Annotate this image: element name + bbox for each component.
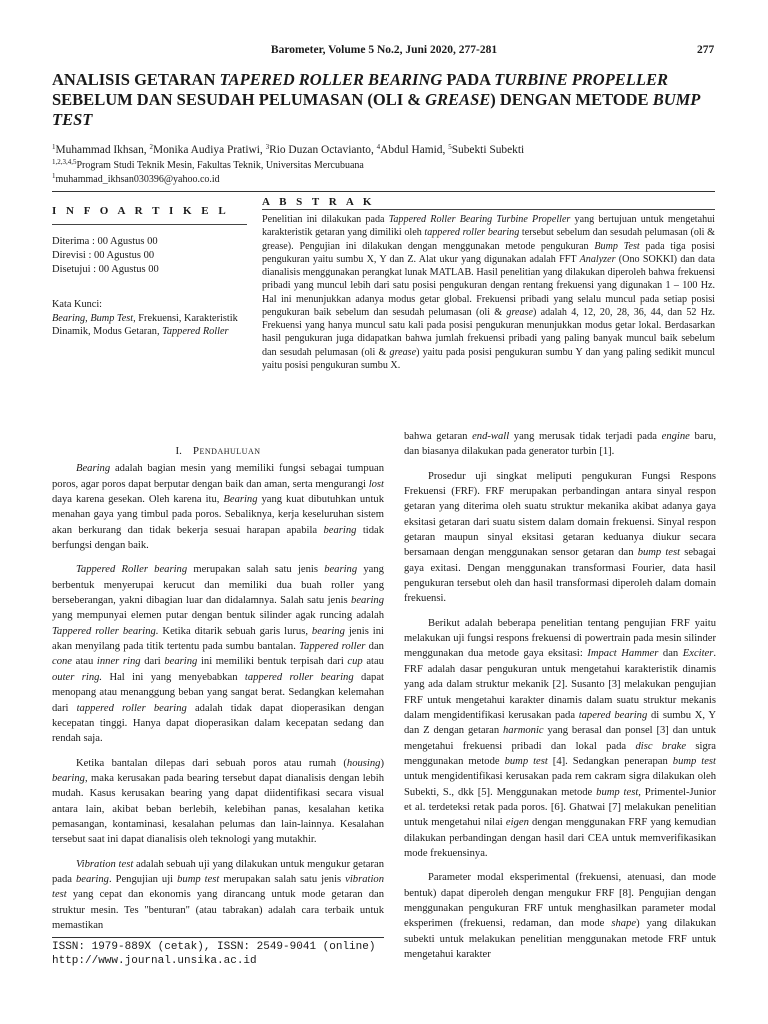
issn: ISSN: 1979-889X (cetak), ISSN: 2549-9041 (online) xyxy=(52,941,376,953)
author-email: $^1$muhammad_ikhsan030396@yahoo.co.id xyxy=(52,172,220,185)
paper-title: ANALISIS GETARAN TAPERED ROLLER BEARING PADA TURBINE PROPELLER SEBELUM DAN SESUDAH PELUMASAN (OLI & GREASE) DENGAN METODE BUMP TEST xyxy=(52,70,700,129)
paragraph: Prosedur uji singkat meliputi pengukuran Fungsi Respons Frekuensi (FRF). FRF merupakan perbandingan antara sinyal respon getaran yang diterima oleh suatu struktur mekanika akibat adanya gaya eksitasi getaran dari suatu sistem dalam domain frekuensi. Sinyal respon getaran maupun sinyal eksitasi getaran keduanya diukur secara bersamaan dengan menggunakan sensor getaran dan bump test sebagai gaya exitasi. Dengan menggunakan transformasi Fourier, data hasil pengukuran tersebut oleh dan hasil transformasi diperoleh dalam domain frekuensi. xyxy=(404,470,716,605)
paragraph: Parameter modal eksperimental (frekuensi, atenuasi, dan mode bentuk) dapat diperoleh dengan mengukur FRF [8]. Pengujian dengan menggunakan pengukuran FRF untuk menghasilkan parameter modal eksperimen (frekuensi, redaman, dan mode shape) yang dilakukan subekti untuk melakukan penelitian menggunakan metode FRF untuk mengetahui karakter xyxy=(404,872,716,960)
article-info-heading: I N F O A R T I K E L xyxy=(52,205,230,217)
footer xyxy=(52,940,375,968)
keywords-label: Kata Kunci: xyxy=(52,299,103,310)
page-number: 277 xyxy=(697,44,715,56)
paragraph: bahwa getaran end-wall yang merusak tidak terjadi pada engine baru, dan biasanya dilakukan pada generator turbin [1]. xyxy=(404,431,716,458)
revised-date: Direvisi : 00 Agustus 00 xyxy=(52,250,155,261)
journal-citation: Barometer, Volume 5 No.2, Juni 2020, 277-281 xyxy=(270,44,498,56)
article-info-divider xyxy=(52,224,247,225)
received-date: Diterima : 00 Agustus 00 xyxy=(52,236,158,247)
paragraph: Tappered Roller bearing merupakan salah satu jenis bearing yang berbentuk menyerupai kerucut dan memiliki dua buah roller yang berseberangan, yakni dibagian luar dan didalamnya. Salah satu jenis bearing yang mempunyai elemen putar dengan bentuk silinder agak runcing adalah Tappered roller bearing. Ketika ditarik sebuah garis lurus, bearing jenis ini akan menyilang pada titik tertentu pada sumbu bantalan. Tappered roller dan cone atau inner ring dari bearing ini memiliki bentuk terpisah dari cup atau outer ring. Hal ini yang menyebabkan tappered roller bearing dapat menopang atau menanggung beban yang sangat berat. Sedangkan kelemahan dari tappered roller bearing adalah tidak dapat dioperasikan dengan kecepatan tinggi. Hanya dapat dioperasikan dalam kecepatan sedang dan rendah saja. xyxy=(52,564,384,745)
abstract-heading: A B S T R A K xyxy=(262,196,375,208)
body-column-right xyxy=(404,429,716,971)
body-column-left xyxy=(52,444,384,942)
abstract-divider xyxy=(262,209,715,210)
paragraph: Berikut adalah beberapa penelitian tentang pengujian FRF yaitu melakukan uji fungsi respons frekuensi di powertrain pada mesin silinder menggunakan dua metode gaya eksitasi: Impact Hammer dan Exciter. FRF adalah dasar pengukuran untuk mengetahui karakteristik dinamis yang ada dalam struktur mekanik [2]. Susanto [3] melakukan pengujian FRF untuk mengetahui karakter dinamis dalam suatu struktur mekanis dalam mengidentifikasi kerusakan pada tapered bearing di sumbu X, Y dan Z dengan getaran harmonic yang berasal dan ponsel [3] dan untuk mengetahui frekuensi pribadi dan lokal pada disc brake sigra menggunakan metode bump test [4]. Sedangkan penerapan bump test untuk mengidentifikasi kerusakan pada rem cakram sigra dilakukan oleh Subekti, S., dkk [5]. Menggunakan metode bump test, Primentel-Junior et al. terdeteksi retak pada poros. [6]. Ghatwai [7] melakukan penelitian untuk mengetahui nilai eigen dengan menggunakan FRF yang kemudian dilakukan perbandingan dengan hasil dari CEA untuk memverifikasikan mode frekuensinya. xyxy=(404,617,717,859)
paragraph: Vibration test adalah sebuah uji yang dilakukan untuk mengukur getaran pada bearing. Pengujian uji bump test merupakan salah satu jenis vibration test yang cepat dan ekonomis yang dirancang untuk mode getaran dan struktur mesin. Tes "benturan" (atau tabrakan) adalah cara terbaik untuk memastikan xyxy=(52,858,385,931)
author-list: $^1$Muhammad Ikhsan, $^2$Monika Audiya Pratiwi, $^3$Rio Duzan Octavianto, $^4$Abdul Hamid, $^5$Subekti Subekti xyxy=(52,143,525,156)
section-heading: I. Pendahuluan xyxy=(175,445,261,457)
affiliation: $^{1,2,3,4,5}$Program Studi Teknik Mesin, Fakultas Teknik, Universitas Mercubuana xyxy=(52,158,364,171)
keywords-list: Bearing, Bump Test, Frekuensi, Karakteristik Dinamik, Modus Getaran, Tappered Roller xyxy=(52,312,238,337)
accepted-date: Disetujui : 00 Agustus 00 xyxy=(52,264,159,275)
paragraph: Ketika bantalan dilepas dari sebuah poros atau rumah (housing) bearing, maka kerusakan pada bearing tersebut dapat dianalisis dengan lebih mudah. Kasus kerusakan bearing yang dapat diidentifikasi secara visual antara lain, akibat beban berlebih, kelebihan panas, kesalahan ketika pemasangan, kontaminasi, kesalahan pelumas dan lain-lainnya. Kesalahan tersebut saat ini dapat dianalisis oleh teknologi yang mutakhir. xyxy=(52,757,384,846)
journal-url: http://www.journal.unsika.ac.id xyxy=(52,955,257,967)
header-divider xyxy=(52,191,715,192)
keywords xyxy=(52,298,252,339)
footer-divider xyxy=(52,937,384,938)
paragraph: Bearing adalah bagian mesin yang memiliki fungsi sebagai tumpuan poros, agar poros dapat berputar dengan baik dan aman, serta mengurangi lost daya karena gesekan. Oleh karena itu, Bearing yang kuat dibutuhkan untuk menahan gaya yang timbul pada poros. Sebaliknya, kerja keseluruhan sistem akan berkurang dan tidak bekerja sesuai harapan apabila bearing tidak berfungsi dengan baik. xyxy=(52,463,384,552)
article-dates xyxy=(52,235,159,277)
abstract-body: Penelitian ini dilakukan pada Tappered Roller Bearing Turbine Propeller yang bertujuan untuk mengetahui karakteristik getaran yang dimiliki oleh tappered roller bearing tersebut sebelum dan sesudah pelumasan (oli & grease). Pengujian ini dilakukan dengan menggunakan metode pengukuran Bump Test pada tiga posisi pengukuran yaitu sumbu X, Y dan Z. Alat ukur yang digunakan adalah FFT Analyzer (Ono SOKKI) dan data dianalisis menggunakan perangkat lunak MATLAB. Hasil penelitian yang dilakukan diperoleh bahwa frekuensi pribadi yang muncul lebih dari satu posisi pengukuran dengan rentang frekuensi yang digunakan 1 – 100 Hz. Hal ini menunjukkan adanya modus getar global. Frekuensi pribadi yang selalu muncul pada setiap posisi pengukuran baik sebelum dan sesudah pelumasan (oli & grease) adalah 4, 12, 20, 28, 36, 44, dan 52 Hz. Frekuensi yang hanya muncul satu kali pada posisi pengukuran menunjukkan modus getar lokal. Berdasarkan hasil pengukuran juga didapatkan bahwa jumlah frekuensi pribadi yang paling banyak muncul baik sebelum dan sesudah pelumasan (oli & grease) yaitu pada posisi pengukuran sumbu Y dan yang paling sedikit muncul yaitu posisi pengukuran sumbu X. xyxy=(262,214,716,371)
